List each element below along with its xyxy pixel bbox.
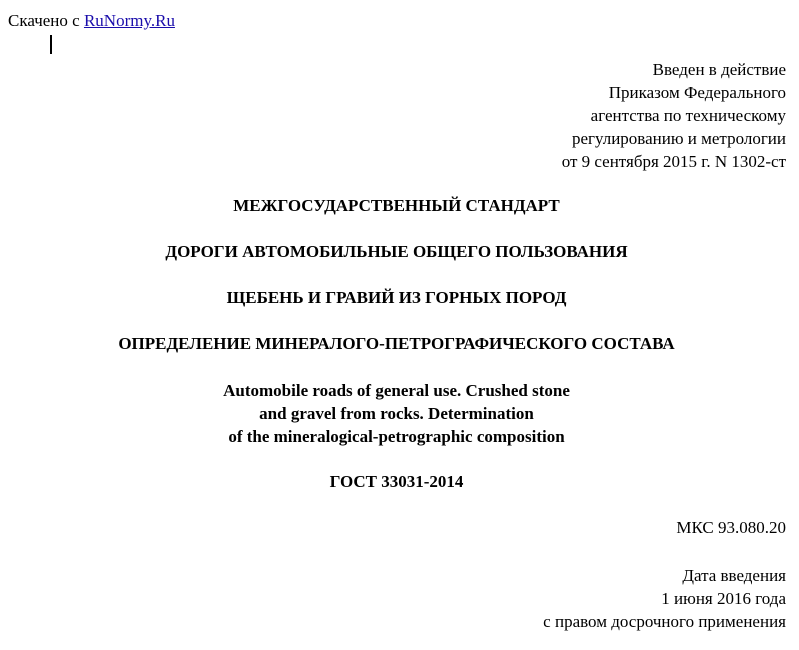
english-title-line: Automobile roads of general use. Crushed stone	[223, 381, 570, 400]
english-title-line: of the mineralogical-petrographic composition	[228, 427, 565, 446]
approval-block	[562, 58, 786, 173]
source-prefix: Скачено с	[8, 11, 84, 30]
title-line-1: ДОРОГИ АВТОМОБИЛЬНЫЕ ОБЩЕГО ПОЛЬЗОВАНИЯ	[165, 242, 628, 261]
text-cursor	[50, 35, 52, 54]
approval-line: Введен в действие	[652, 60, 786, 79]
introduction-line: 1 июня 2016 года	[661, 589, 786, 608]
approval-line: регулированию и метрологии	[571, 129, 786, 148]
source-line	[8, 11, 175, 31]
approval-line: от 9 сентября 2015 г. N 1302-ст	[561, 152, 786, 171]
introduction-line: Дата введения	[682, 566, 786, 585]
title-line-2: ЩЕБЕНЬ И ГРАВИЙ ИЗ ГОРНЫХ ПОРОД	[226, 288, 567, 307]
title-line-3: ОПРЕДЕЛЕНИЕ МИНЕРАЛОГО-ПЕТРОГРАФИЧЕСКОГО СОСТАВА	[118, 334, 675, 353]
standard-code: ГОСТ 33031-2014	[329, 472, 464, 491]
classification-code: МКС 93.080.20	[676, 518, 786, 537]
introduction-block	[543, 564, 786, 633]
source-link[interactable]: RuNormy.Ru	[83, 11, 175, 30]
english-title-line: and gravel from rocks. Determination	[259, 404, 534, 423]
introduction-line: с правом досрочного применения	[543, 612, 786, 631]
english-title	[0, 379, 796, 448]
approval-line: Приказом Федерального	[608, 83, 786, 102]
standard-type-heading: МЕЖГОСУДАРСТВЕННЫЙ СТАНДАРТ	[233, 196, 560, 215]
approval-line: агентства по техническому	[590, 106, 786, 125]
